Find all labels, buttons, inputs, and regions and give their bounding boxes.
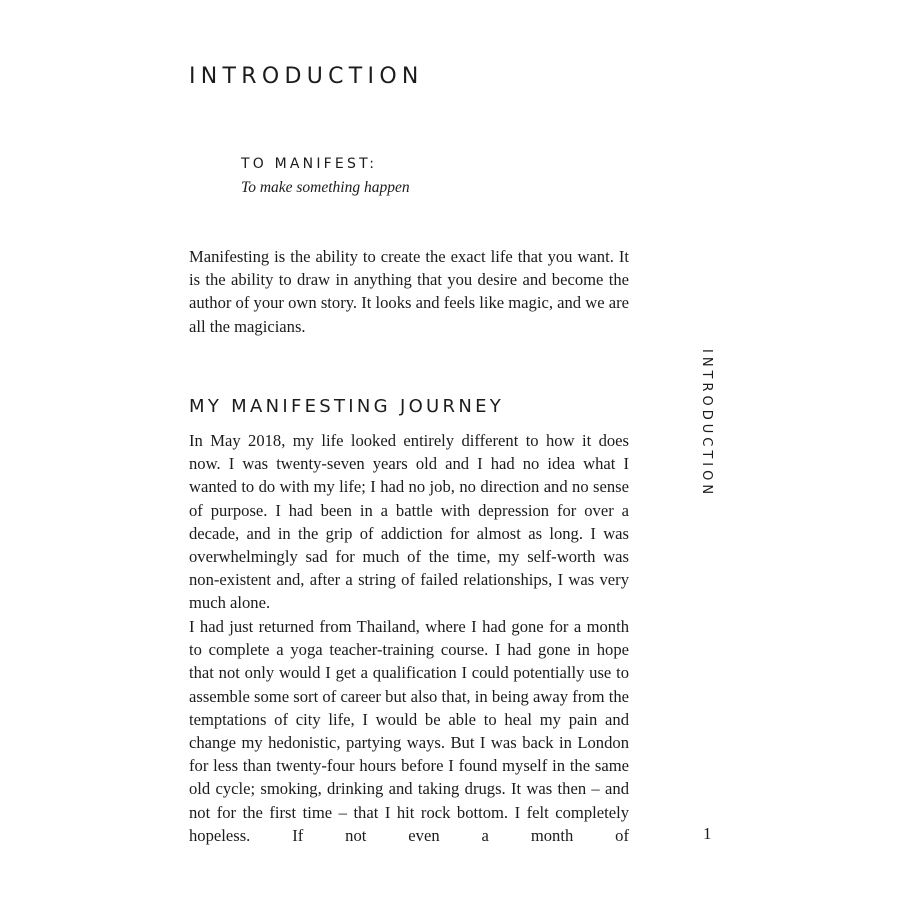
running-head: INTRODUCTION — [699, 349, 714, 499]
journey-paragraph-1: In May 2018, my life looked entirely different to how it does now. I was twenty-seven years old and I had no idea what I wanted to do with my life; I had no job, no direction and no sense of purpose. I had been in a battle with depression for over a decade, and in the grip of addiction for almost as long. I was overwhelmingly sad for much of the time, my self-worth was non-existent and, after a string of failed relationships, I was very much alone. — [189, 431, 629, 613]
intro-paragraph: Manifesting is the ability to create the exact life that you want. It is the ability to draw in anything that you desire and become the author of your own story. It looks and feels like magic, and we are all the magicians. — [189, 247, 629, 336]
chapter-title: INTRODUCTION — [189, 64, 424, 89]
definition-term: TO MANIFEST: — [241, 156, 378, 172]
definition-meaning: To make something happen — [241, 179, 410, 196]
section-heading: MY MANIFESTING JOURNEY — [189, 396, 505, 417]
page-number: 1 — [703, 824, 712, 843]
journey-paragraph-2: I had just returned from Thailand, where I had gone for a month to complete a yoga teacher-training course. I had gone in hope that not only would I get a qualification I could potentially use to assemble some sort of career but also that, in being away from the temptations of city life, I would be able to heal my pain and change my hedonistic, partying ways. But I was back in London for less than twenty-four hours before I found myself in the same old cycle; smoking, drinking and taking drugs. It was then – and not for the first time – that I hit rock bottom. I felt completely hopeless. If not even a month of — [189, 617, 629, 845]
